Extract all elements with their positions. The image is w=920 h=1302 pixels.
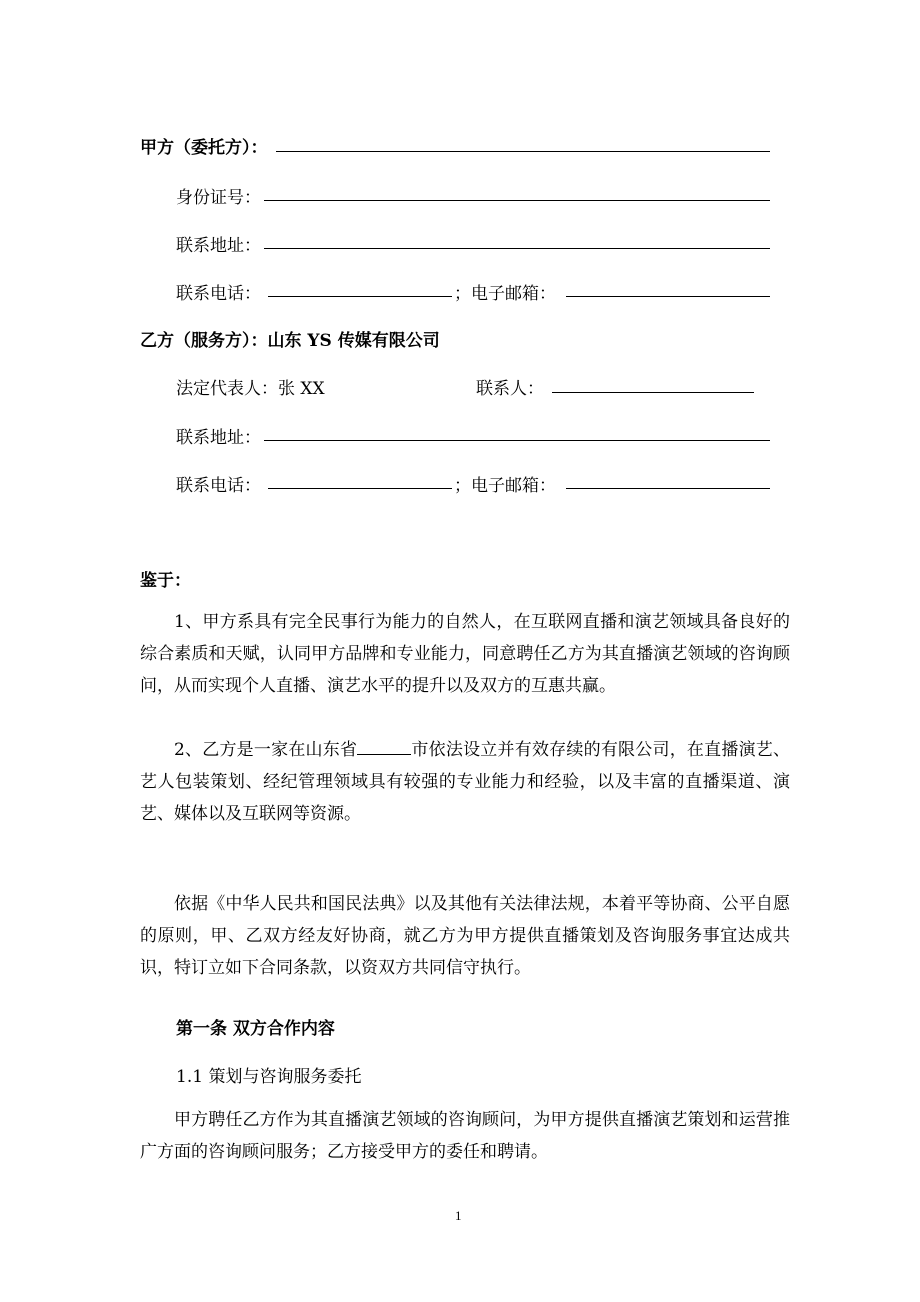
party-b-address-blank [264, 440, 770, 441]
party-a-phone-blank [268, 296, 452, 297]
party-b-address-label: 联系地址： [176, 428, 261, 448]
party-b-rep: 法定代表人：张 XX [176, 379, 325, 399]
whereas-p2-part-b: 市依法设立并有效存续的有限公司，在直播演艺、艺人包装策划、经纪管理领域具有较强的专业能力和经验，以及丰富的直播渠道、演艺、媒体以及互联网等资源。 [140, 740, 790, 824]
party-a-email-label: ；电子邮箱： [454, 284, 556, 304]
basis-paragraph: 依据《中华人民共和国民法典》以及其他有关法律法规，本着平等协商、公平自愿的原则，甲、乙双方经友好协商，就乙方为甲方提供直播策划及咨询服务事宜达成共识，特订立如下合同条款，以资双方共同信守执行。 [140, 894, 790, 978]
whereas-p2-part-a: 2、乙方是一家在山东省 [174, 740, 358, 760]
page-number: 1 [455, 1208, 462, 1223]
party-b-contact-label: 联系人： [476, 379, 544, 399]
article-1-1-text: 甲方聘任乙方作为其直播演艺领域的咨询顾问，为甲方提供直播演艺策划和运营推广方面的咨询顾问服务；乙方接受甲方的委任和聘请。 [140, 1110, 790, 1162]
party-a-title: 甲方（委托方）： [140, 138, 268, 158]
article-1-1-title: 1.1 策划与咨询服务委托 [176, 1067, 362, 1087]
party-b-phone-blank [268, 488, 452, 489]
party-a-address-blank [264, 248, 770, 249]
whereas-title: 鉴于： [140, 571, 191, 591]
whereas-paragraph-2 [140, 734, 790, 830]
party-a-phone-label: 联系电话： [176, 284, 261, 304]
party-a-email-blank [566, 296, 770, 297]
party-a-id-blank [264, 200, 770, 201]
party-b-email-blank [566, 488, 770, 489]
party-b-email-label: ；电子邮箱： [454, 476, 556, 496]
party-a-name-blank [276, 151, 770, 152]
party-a-address-label: 联系地址： [176, 236, 261, 256]
whereas-paragraph-1: 1、甲方系具有完全民事行为能力的自然人，在互联网直播和演艺领域具备良好的综合素质和天赋，认同甲方品牌和专业能力，同意聘任乙方为其直播演艺领域的咨询顾问，从而实现个人直播、演艺水平的提升以及双方的互惠共赢。 [140, 612, 790, 696]
article-1-title: 第一条 双方合作内容 [176, 1019, 335, 1039]
party-a-id-label: 身份证号： [176, 188, 261, 208]
party-b-contact-blank [552, 392, 754, 393]
party-b-phone-label: 联系电话： [176, 476, 261, 496]
city-blank [357, 740, 411, 755]
party-b-title: 乙方（服务方）：山东 YS 传媒有限公司 [140, 331, 440, 351]
